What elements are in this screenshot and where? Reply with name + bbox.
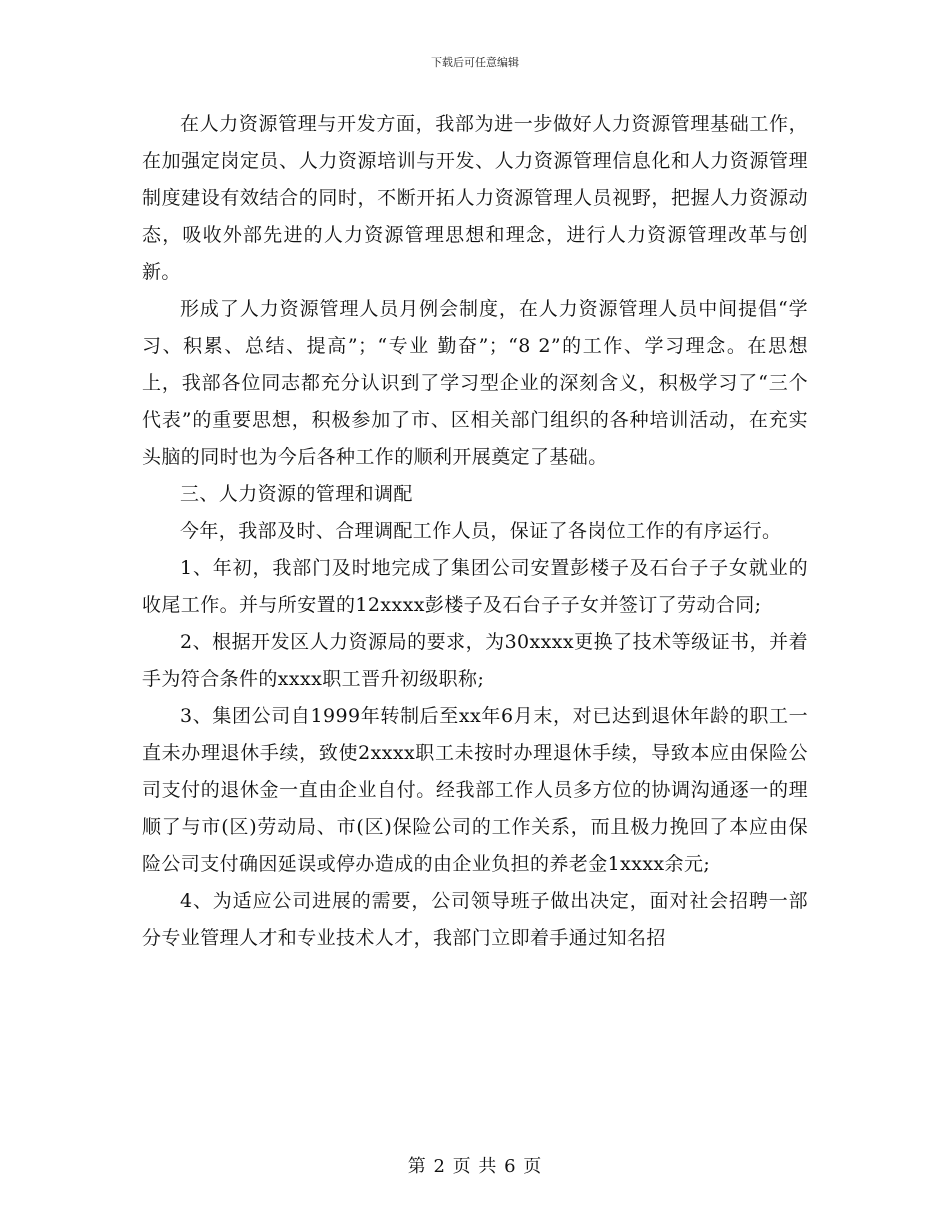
section-heading-3: 三、人力资源的管理和调配 xyxy=(180,483,413,505)
page-header-note: 下载后可任意编辑 xyxy=(431,56,519,69)
list-item-4: 4、为适应公司进展的需要，公司领导班子做出决定，面对社会招聘一部分专业管理人才和专业技术人才，我部门立即着手通过知名招 xyxy=(142,890,808,949)
paragraph-monthly-meeting: 形成了人力资源管理人员月例会制度，在人力资源管理人员中间提倡“学习、积累、总结、提高”；“专业 勤奋”；“8 2”的工作、学习理念。在思想上，我部各位同志都充分认识到了学习型企业的深刻含义，积极学习了“三个代表”的重要思想，积极参加了市、区相关部门组织的各种培训活动，在充实头脑的同时也为今后各种工作的顺利开展奠定了基础。 xyxy=(142,298,808,468)
list-item-3: 3、集团公司自1999年转制后至xx年6月末，对已达到退休年龄的职工一直未办理退休手续，致使2xxxx职工未按时办理退休手续，导致本应由保险公司支付的退休金一直由企业自付。经我部工作人员多方位的协调沟通逐一的理顺了与市(区)劳动局、市(区)保险公司的工作关系，而且极力挽回了本应由保险公司支付确因延误或停办造成的由企业负担的养老金1xxxx余元; xyxy=(142,705,808,875)
paragraph-allocation-intro: 今年，我部及时、合理调配工作人员，保证了各岗位工作的有序运行。 xyxy=(180,520,782,542)
page-number-footer: 第 2 页 共 6 页 xyxy=(407,1156,543,1177)
paragraph-hr-management-development: 在人力资源管理与开发方面，我部为进一步做好人力资源管理基础工作，在加强定岗定员、人力资源培训与开发、人力资源管理信息化和人力资源管理制度建设有效结合的同时，不断开拓人力资源管理人员视野，把握人力资源动态，吸收外部先进的人力资源管理思想和理念，进行人力资源管理改革与创新。 xyxy=(142,113,808,283)
document-body xyxy=(142,106,808,957)
list-item-2: 2、根据开发区人力资源局的要求，为30xxxx更换了技术等级证书，并着手为符合条件的xxxx职工晋升初级职称; xyxy=(142,631,808,690)
list-item-1: 1、年初，我部门及时地完成了集团公司安置彭楼子及石台子子女就业的收尾工作。并与所安置的12xxxx彭楼子及石台子子女并签订了劳动合同; xyxy=(142,557,808,616)
